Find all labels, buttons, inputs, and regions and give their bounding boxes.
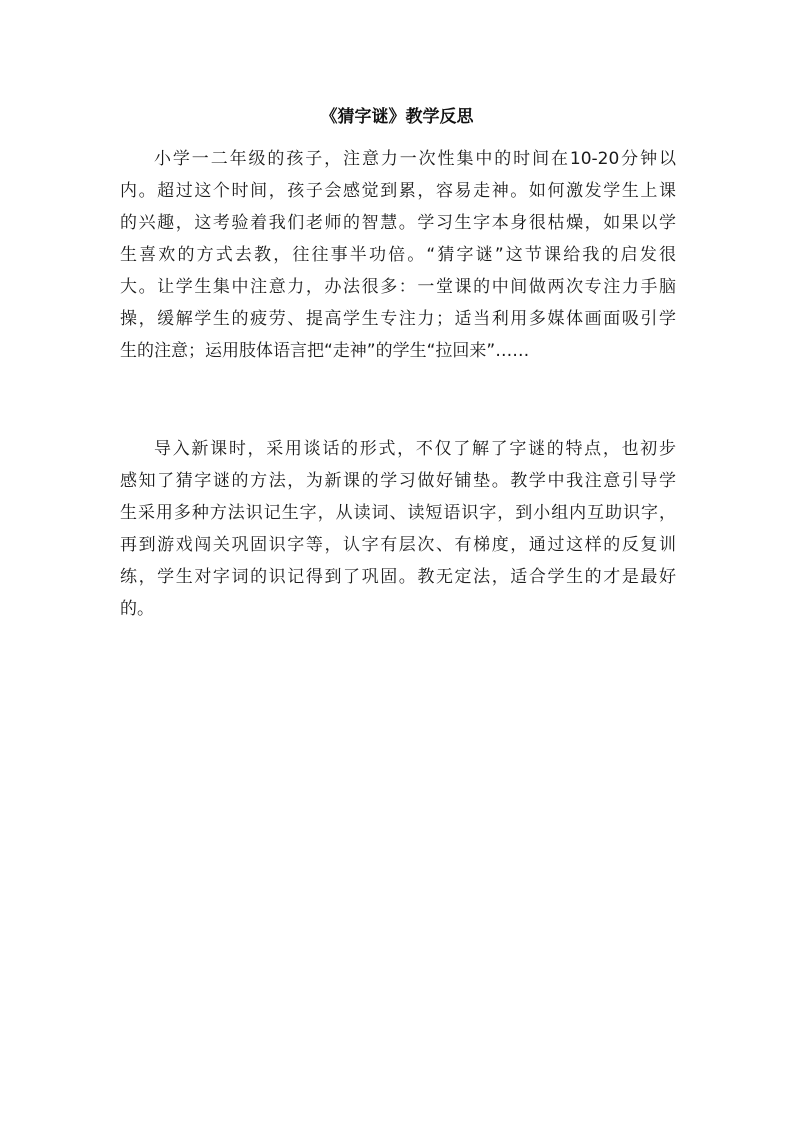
paragraph-1-line-1: 小学一二年级的孩子，注意力一次性集中的时间在10-20分钟以 [154,149,676,169]
paragraph-1-line-6: 操，缓解学生的疲劳、提高学生专注力；适当利用多媒体画面吸引学 [120,309,676,329]
paragraph-1-line-5: 大。让学生集中注意力，办法很多：一堂课的中间做两次专注力手脑 [120,277,676,297]
paragraph-1-line-4: 生喜欢的方式去教，往往事半功倍。“猜字谜”这节课给我的启发很 [120,245,676,265]
paragraph-2-line-6: 的。 [120,599,154,619]
paragraph-1 [120,143,676,367]
paragraph-2 [120,433,676,625]
document-title: 《猜字谜》教学反思 [320,107,474,127]
paragraph-2-line-5: 练，学生对字词的识记得到了巩固。教无定法，适合学生的才是最好 [120,567,676,587]
paragraph-2-line-4: 再到游戏闯关巩固识字等，认字有层次、有梯度，通过这样的反复训 [120,535,676,555]
paragraph-2-line-1: 导入新课时，采用谈话的形式，不仅了解了字谜的特点，也初步 [154,439,676,459]
paragraph-2-line-3: 生采用多种方法识记生字，从读词、读短语识字，到小组内互助识字， [120,503,676,523]
paragraph-2-line-2: 感知了猜字谜的方法，为新课的学习做好铺垫。教学中我注意引导学 [120,471,676,491]
paragraph-1-line-3: 的兴趣，这考验着我们老师的智慧。学习生字本身很枯燥，如果以学 [120,213,676,233]
paragraph-1-line-7: 生的注意；运用肢体语言把“走神”的学生“拉回来”…… [120,341,530,361]
paragraph-1-line-2: 内。超过这个时间，孩子会感觉到累，容易走神。如何激发学生上课 [120,181,676,201]
